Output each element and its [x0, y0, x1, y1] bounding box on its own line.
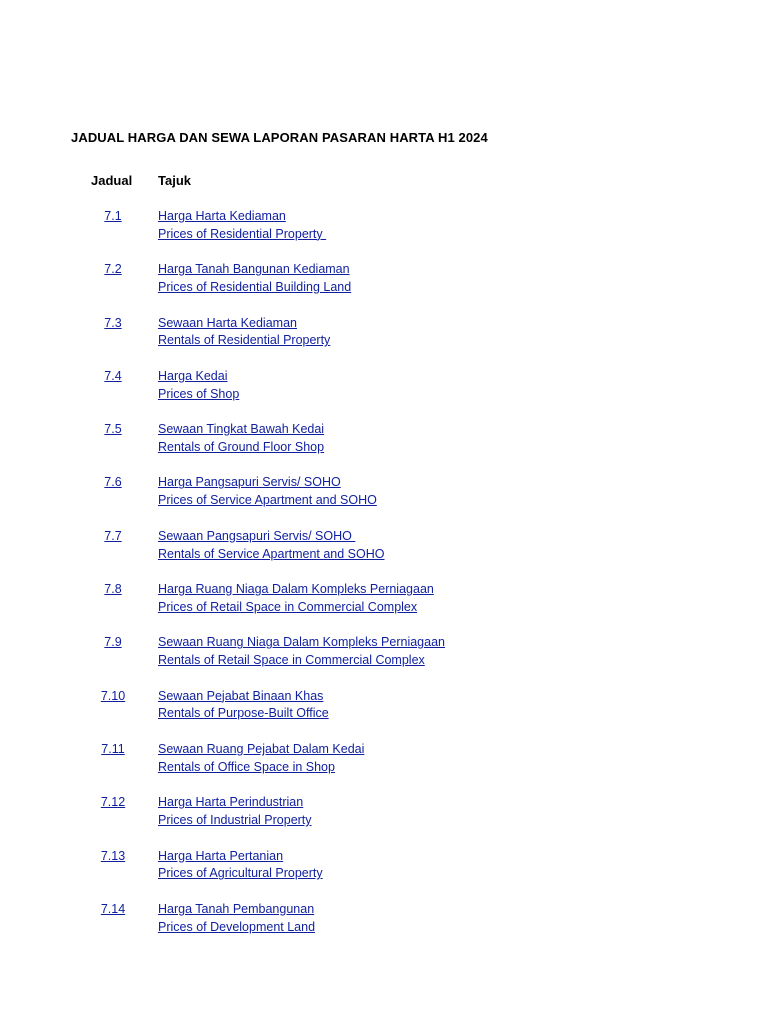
malay-title-link[interactable]: Harga Ruang Niaga Dalam Kompleks Perniagaan [158, 582, 434, 597]
table-row [0, 474, 768, 527]
table-number-link[interactable]: 7.9 [104, 635, 122, 650]
table-row [0, 581, 768, 634]
table-row [0, 315, 768, 368]
title-cell [158, 634, 445, 670]
title-cell [158, 848, 323, 884]
table-row [0, 421, 768, 474]
column-header-tajuk: Tajuk [158, 173, 191, 188]
malay-title-link[interactable]: Sewaan Tingkat Bawah Kedai [158, 422, 325, 437]
table-number-link[interactable]: 7.1 [104, 209, 122, 223]
english-title-link[interactable]: Prices of Residential Building Land [158, 280, 352, 295]
english-title-link[interactable]: Rentals of Purpose-Built Office [158, 706, 329, 721]
table-row [0, 208, 768, 261]
english-title-link[interactable]: Rentals of Office Space in Shop [158, 759, 335, 774]
table-row [0, 901, 768, 954]
column-header-jadual: Jadual [91, 173, 133, 188]
title-cell [158, 794, 312, 830]
table-number-link[interactable]: 7.4 [104, 368, 122, 383]
malay-title-link[interactable]: Sewaan Pejabat Binaan Khas [158, 688, 324, 703]
table-number-link[interactable]: 7.2 [104, 262, 122, 277]
title-cell [158, 688, 329, 724]
english-title-link[interactable]: Rentals of Residential Property [158, 333, 331, 348]
malay-title-link[interactable]: Harga Pangsapuri Servis/ SOHO [158, 475, 341, 490]
english-title-link[interactable]: Rentals of Service Apartment and SOHO [158, 546, 385, 561]
table-row [0, 848, 768, 901]
title-cell [158, 901, 315, 937]
malay-title-link[interactable]: Harga Tanah Bangunan Kediaman [158, 262, 350, 277]
english-title-link[interactable]: Prices of Residential Property [158, 226, 327, 241]
table-row [0, 741, 768, 794]
malay-title-link[interactable]: Harga Harta Pertanian [158, 848, 284, 863]
english-title-link[interactable]: Rentals of Retail Space in Commercial Complex [158, 653, 425, 668]
table-number-link[interactable]: 7.3 [104, 315, 122, 330]
table-row [0, 261, 768, 314]
title-cell [158, 581, 434, 617]
malay-title-link[interactable]: Harga Harta Perindustrian [158, 795, 304, 810]
title-cell [158, 528, 385, 564]
title-cell [158, 741, 364, 777]
table-row [0, 634, 768, 687]
malay-title-link[interactable]: Harga Kedai [158, 368, 228, 383]
malay-title-link[interactable]: Sewaan Ruang Pejabat Dalam Kedai [158, 741, 365, 756]
title-cell [158, 315, 330, 351]
malay-title-link[interactable]: Harga Harta Kediaman [158, 209, 286, 223]
title-cell [158, 368, 239, 404]
english-title-link[interactable]: Prices of Service Apartment and SOHO [158, 493, 377, 508]
english-title-link[interactable]: Prices of Retail Space in Commercial Complex [158, 599, 418, 614]
table-number-link[interactable]: 7.6 [104, 475, 122, 490]
table-number-link[interactable]: 7.8 [104, 582, 122, 597]
malay-title-link[interactable]: Sewaan Harta Kediaman [158, 315, 297, 330]
table-row [0, 368, 768, 421]
english-title-link[interactable]: Prices of Agricultural Property [158, 866, 323, 881]
title-cell [158, 261, 351, 297]
title-cell [158, 421, 324, 457]
english-title-link[interactable]: Prices of Shop [158, 386, 240, 401]
title-cell [158, 208, 326, 244]
page-title: JADUAL HARGA DAN SEWA LAPORAN PASARAN HARTA H1 2024 [71, 130, 488, 145]
malay-title-link[interactable]: Sewaan Ruang Niaga Dalam Kompleks Perniagaan [158, 635, 445, 650]
table-number-link[interactable]: 7.12 [100, 795, 126, 810]
english-title-link[interactable]: Prices of Industrial Property [158, 813, 312, 828]
table-number-link[interactable]: 7.7 [104, 528, 122, 543]
english-title-link[interactable]: Prices of Development Land [158, 919, 316, 934]
table-body [0, 208, 768, 954]
table-number-link[interactable]: 7.11 [101, 741, 125, 756]
table-row [0, 688, 768, 741]
malay-title-link[interactable]: Harga Tanah Pembangunan [158, 901, 315, 916]
english-title-link[interactable]: Rentals of Ground Floor Shop [158, 439, 325, 454]
table-number-link[interactable]: 7.10 [100, 688, 126, 703]
table-number-link[interactable]: 7.13 [100, 848, 126, 863]
table-row [0, 794, 768, 847]
title-cell [158, 474, 377, 510]
table-row [0, 528, 768, 581]
table-number-link[interactable]: 7.5 [104, 422, 122, 437]
malay-title-link[interactable]: Sewaan Pangsapuri Servis/ SOHO [158, 528, 356, 543]
table-number-link[interactable]: 7.14 [100, 901, 126, 916]
